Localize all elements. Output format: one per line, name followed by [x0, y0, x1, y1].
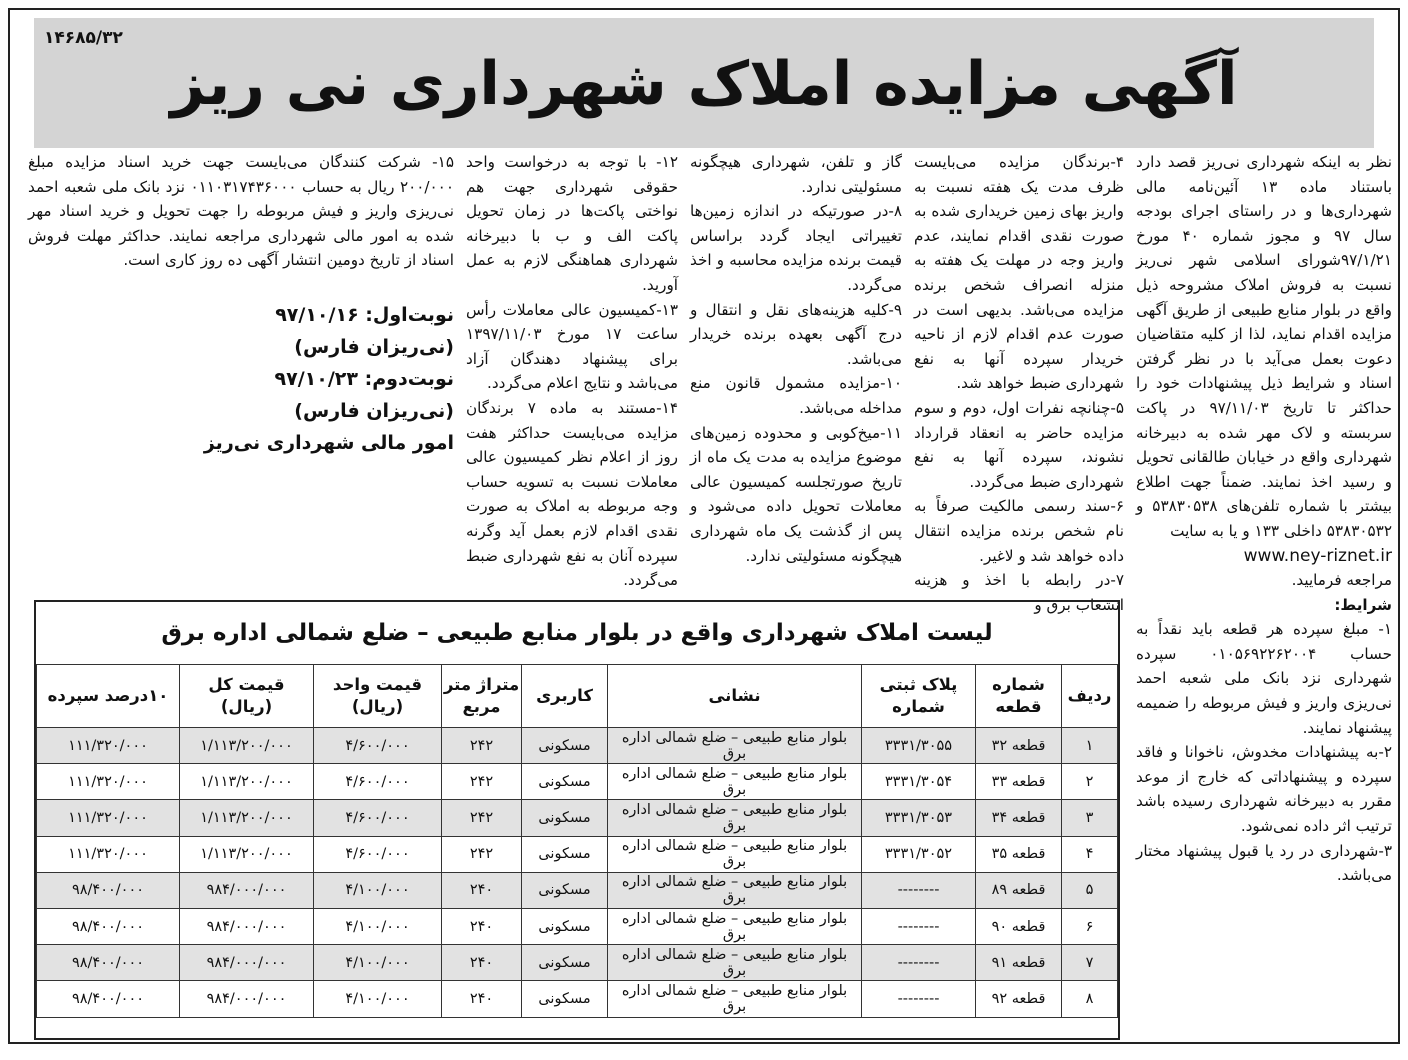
table-row	[37, 800, 1118, 836]
col-header: نشانی	[608, 665, 862, 728]
table-cell: قطعه ۳۲	[976, 728, 1062, 764]
table-cell: بلوار منابع طبیعی – ضلع شمالی اداره برق	[608, 728, 862, 764]
table-cell: مسکونی	[522, 764, 608, 800]
table-cell: ۱۱۱/۳۲۰/۰۰۰	[37, 764, 180, 800]
table-cell: مسکونی	[522, 836, 608, 872]
table-cell: قطعه ۸۹	[976, 872, 1062, 908]
table-cell: ۹۸۴/۰۰۰/۰۰۰	[180, 872, 314, 908]
table-cell: مسکونی	[522, 981, 608, 1017]
term-item: ۶-سند رسمی مالکیت صرفاً به نام شخص برنده مزایده انتقال داده خواهد شد و لاغیر.	[914, 497, 1124, 565]
table-cell: ۲۴۰	[442, 981, 522, 1017]
table-cell: ۴/۱۰۰/۰۰۰	[314, 872, 442, 908]
table-cell: --------	[862, 945, 976, 981]
table-cell: ۳۳۳۱/۳۰۵۲	[862, 836, 976, 872]
table-cell: ۴/۱۰۰/۰۰۰	[314, 981, 442, 1017]
term-item: ۹-کلیه هزینه‌های نقل و انتقال و درج آگهی بعهده برنده خریدار می‌باشد.	[690, 300, 902, 368]
table-cell: ۱	[1062, 728, 1118, 764]
terms-column-5	[28, 150, 454, 459]
terms-column-3	[690, 150, 902, 568]
table-cell: ۲۴۰	[442, 908, 522, 944]
table-cell: بلوار منابع طبیعی – ضلع شمالی اداره برق	[608, 908, 862, 944]
term-item: ۱۳-کمیسیون عالی معاملات رأس ساعت ۱۷ مورخ ۱۳۹۷/۱۱/۰۳ برای پیشنهاد دهندگان آزاد می‌باشد و نتایج اعلام می‌گردد.	[466, 300, 679, 393]
table-cell: ۲۴۲	[442, 836, 522, 872]
col-header: قیمت واحد (ریال)	[314, 665, 442, 728]
col-header: پلاک ثبتی شماره	[862, 665, 976, 728]
table-cell: قطعه ۳۴	[976, 800, 1062, 836]
table-cell: ۴/۶۰۰/۰۰۰	[314, 728, 442, 764]
term-item: ۴-برندگان مزایده می‌بایست ظرف مدت یک هفته نسبت به واریز بهای زمین خریداری شده به صورت نقدی اقدام نمایند، عدم واریز وجه در مهلت یک هفته به منزله انصراف شخص برنده مزایده می‌باشد. بدیهی است در صورت عدم اقدام لازم از ناحیه خریدار سپرده آنها به نفع شهرداری ضبط خواهد شد.	[914, 153, 1124, 393]
table-cell: بلوار منابع طبیعی – ضلع شمالی اداره برق	[608, 800, 862, 836]
table-cell: --------	[862, 872, 976, 908]
first-publication: نوبت‌اول: ۹۷/۱۰/۱۶	[275, 303, 454, 326]
table-cell: ۹۸/۴۰۰/۰۰۰	[37, 908, 180, 944]
terms-column-4	[466, 150, 678, 593]
table-title: لیست املاک شهرداری واقع در بلوار منابع طبیعی – ضلع شمالی اداره برق	[161, 620, 993, 646]
term-item: ۱۵- شرکت کنندگان می‌بایست جهت خرید اسناد مزایده مبلغ ۲۰۰/۰۰۰ ریال به حساب ۰۱۱۰۳۱۷۴۳۶۰۰۰ نزد بانک ملی شعبه احمد نی‌ریزی واریز و فیش مربوطه را جهت تحویل و خرید اسناد مهر شده به امور مالی شهرداری مراجعه نمایند. حداکثر مهلت فروش اسناد از تاریخ دومین انتشار آگهی ده روز کاری است.	[28, 153, 454, 270]
table-row	[37, 872, 1118, 908]
term-item: ۵-چنانچه نفرات اول، دوم و سوم مزایده حاضر به انعقاد قرارداد نشوند، سپرده آنها به نفع شهرداری ضبط می‌گردد.	[914, 398, 1124, 491]
table-cell: ۲۴۰	[442, 945, 522, 981]
table-cell: ۴/۱۰۰/۰۰۰	[314, 908, 442, 944]
col-header: ۱۰درصد سپرده	[37, 665, 180, 728]
table-cell: بلوار منابع طبیعی – ضلع شمالی اداره برق	[608, 764, 862, 800]
table-cell: مسکونی	[522, 728, 608, 764]
table-row	[37, 764, 1118, 800]
second-publication: نوبت‌دوم: ۹۷/۱۰/۲۳	[274, 367, 454, 390]
condition-item: ۲-به پیشنهادات مخدوش، ناخوانا و فاقد سپرده و پیشنهاداتی که خارج از موعد مقرر به دبیرخانه شهرداری رسیده باشد ترتیب اثر داده نمی‌شود.	[1136, 743, 1392, 836]
intro-text: نظر به اینکه شهرداری نی‌ریز قصد دارد باستناد ماده ۱۳ آئین‌نامه مالی شهرداری‌ها و در راستای اجرای بودجه سال ۹۷ و مجوز شماره ۴۰ مورخ ۹۷/۱/۲۱شورای اسلامی شهر نی‌ریز نسبت به فروش املاک مشروحه ذیل واقع در بلوار منابع طبیعی از طریق آگهی مزایده اقدام نماید، لذا از کلیه متقاضیان دعوت بعمل می‌آید با در نظر گرفتن اسناد و شرایط ذیل پیشنهادات خود را حداکثر تا تاریخ ۹۷/۱۱/۰۳ در پاکت سربسته و لاک مهر شده به دبیرخانه شهرداری واقع در خیابان طالقانی تحویل و رسید اخذ نمایند. ضمناً جهت اطلاع بیشتر با شماره تلفن‌های ۵۳۸۳۰۵۳۸ و ۵۳۸۳۰۵۳۲ داخلی ۱۳۳ و یا به سایت	[1136, 153, 1392, 540]
table-cell: بلوار منابع طبیعی – ضلع شمالی اداره برق	[608, 836, 862, 872]
table-row	[37, 836, 1118, 872]
table-cell: --------	[862, 908, 976, 944]
advertisement-page	[8, 8, 1400, 1044]
table-cell: ۴/۶۰۰/۰۰۰	[314, 764, 442, 800]
table-cell: ۵	[1062, 872, 1118, 908]
table-cell: ۴/۶۰۰/۰۰۰	[314, 836, 442, 872]
reference-number: ۱۴۶۸۵/۳۲	[44, 28, 123, 48]
table-cell: ۷	[1062, 945, 1118, 981]
table-cell: ۱/۱۱۳/۲۰۰/۰۰۰	[180, 836, 314, 872]
table-cell: ۹۸/۴۰۰/۰۰۰	[37, 872, 180, 908]
table-cell: بلوار منابع طبیعی – ضلع شمالی اداره برق	[608, 872, 862, 908]
intro-column	[1136, 150, 1392, 888]
table-cell: ۴/۱۰۰/۰۰۰	[314, 945, 442, 981]
title-banner	[34, 18, 1374, 148]
table-cell: ۹۸۴/۰۰۰/۰۰۰	[180, 945, 314, 981]
col-header: قیمت کل (ریال)	[180, 665, 314, 728]
table-cell: ۲۴۲	[442, 800, 522, 836]
table-cell: مسکونی	[522, 800, 608, 836]
col-header: کاربری	[522, 665, 608, 728]
table-cell: ۱۱۱/۳۲۰/۰۰۰	[37, 728, 180, 764]
table-cell: ۲	[1062, 764, 1118, 800]
table-cell: قطعه ۳۳	[976, 764, 1062, 800]
table-row	[37, 981, 1118, 1017]
table-cell: مسکونی	[522, 945, 608, 981]
table-cell: قطعه ۳۵	[976, 836, 1062, 872]
conditions-heading: شرایط:	[1334, 595, 1392, 614]
signature: امور مالی شهرداری نی‌ریز	[203, 431, 454, 454]
table-cell: ۱۱۱/۳۲۰/۰۰۰	[37, 800, 180, 836]
table-cell: ۹۸/۴۰۰/۰۰۰	[37, 981, 180, 1017]
table-cell: ۱۱۱/۳۲۰/۰۰۰	[37, 836, 180, 872]
publication-schedule	[28, 299, 454, 459]
page-title: آگهی مزایده املاک شهرداری نی ریز	[170, 49, 1238, 119]
property-list	[34, 600, 1120, 1040]
table-cell: ۱/۱۱۳/۲۰۰/۰۰۰	[180, 800, 314, 836]
table-cell: --------	[862, 981, 976, 1017]
table-cell: ۱/۱۱۳/۲۰۰/۰۰۰	[180, 764, 314, 800]
table-row	[37, 908, 1118, 944]
term-item: ۸-در صورتیکه در اندازه زمین‌ها تغییراتی ایجاد گردد براساس قیمت برنده مزایده محاسبه و اخذ می‌گردد.	[690, 202, 902, 294]
term-item: ۱۴-مستند به ماده ۷ برندگان مزایده می‌بایست حداکثر هفت روز از اعلام نظر کمیسیون عالی معاملات نسبت به تسویه حساب وجه مربوطه به املاک به صورت نقدی اقدام لازم بعمل آید وگرنه سپرده آنان به نفع شهرداری ضبط می‌گردد.	[466, 398, 678, 590]
second-publication-paper: (نی‌ریزان فارس)	[294, 399, 454, 422]
table-cell: ۹۸۴/۰۰۰/۰۰۰	[180, 908, 314, 944]
term-item: گاز و تلفن، شهرداری هیچگونه مسئولیتی ندارد.	[690, 153, 902, 196]
table-cell: بلوار منابع طبیعی – ضلع شمالی اداره برق	[608, 981, 862, 1017]
table-cell: ۹۸/۴۰۰/۰۰۰	[37, 945, 180, 981]
table-cell: مسکونی	[522, 908, 608, 944]
col-header: ردیف	[1062, 665, 1118, 728]
term-item: ۷-در رابطه با اخذ و هزینه انشعاب برق و	[914, 571, 1124, 614]
table-cell: ۴/۶۰۰/۰۰۰	[314, 800, 442, 836]
table-cell: ۲۴۲	[442, 728, 522, 764]
website-link[interactable]: www.ney-riznet.ir	[1243, 545, 1392, 566]
col-header: متراژ متر مربع	[442, 665, 522, 728]
table-cell: قطعه ۹۱	[976, 945, 1062, 981]
term-item: ۱۱-میخ‌کوبی و محدوده زمین‌های موضوع مزایده به مدت یک ماه از تاریخ صورتجلسه کمیسیون عالی معاملات تحویل داده می‌شود و پس از گذشت یک ماه شهرداری هیچگونه مسئولیتی ندارد.	[690, 423, 902, 565]
table-header-row	[37, 665, 1118, 728]
terms-column-2	[914, 150, 1124, 617]
table-row	[37, 728, 1118, 764]
term-item: ۱۰-مزایده مشمول قانون منع مداخله می‌باشد.	[690, 374, 902, 417]
table-cell: قطعه ۹۲	[976, 981, 1062, 1017]
table-cell: قطعه ۹۰	[976, 908, 1062, 944]
table-cell: ۹۸۴/۰۰۰/۰۰۰	[180, 981, 314, 1017]
table-cell: ۳۳۳۱/۳۰۵۳	[862, 800, 976, 836]
property-table	[36, 664, 1118, 1018]
table-cell: بلوار منابع طبیعی – ضلع شمالی اداره برق	[608, 945, 862, 981]
table-cell: ۳۳۳۱/۳۰۵۵	[862, 728, 976, 764]
table-cell: ۶	[1062, 908, 1118, 944]
intro-tail: مراجعه فرمایید.	[1291, 571, 1392, 590]
col-header: شماره قطعه	[976, 665, 1062, 728]
condition-item: ۱- مبلغ سپرده هر قطعه باید نقداً به حساب ۰۱۰۵۶۹۲۲۶۲۰۰۴ سپرده شهرداری نزد بانک ملی شعبه احمد نی‌ریزی واریز و فیش مربوطه را ضمیمه پیشنهاد نمایند.	[1136, 620, 1392, 737]
first-publication-paper: (نی‌ریزان فارس)	[294, 335, 454, 358]
table-cell: مسکونی	[522, 872, 608, 908]
table-cell: ۱/۱۱۳/۲۰۰/۰۰۰	[180, 728, 314, 764]
table-cell: ۳۳۳۱/۳۰۵۴	[862, 764, 976, 800]
table-row	[37, 945, 1118, 981]
table-cell: ۳	[1062, 800, 1118, 836]
table-cell: ۲۴۰	[442, 872, 522, 908]
condition-item: ۳-شهرداری در رد یا قبول پیشنهاد مختار می‌باشد.	[1136, 841, 1392, 885]
table-cell: ۴	[1062, 836, 1118, 872]
term-item: ۱۲- با توجه به درخواست واحد حقوقی شهرداری جهت هم نواختی پاکت‌ها در زمان تحویل پاکت الف و ب با دبیرخانه شهرداری هماهنگی لازم به عمل آورید.	[466, 153, 678, 294]
table-cell: ۲۴۲	[442, 764, 522, 800]
table-cell: ۸	[1062, 981, 1118, 1017]
